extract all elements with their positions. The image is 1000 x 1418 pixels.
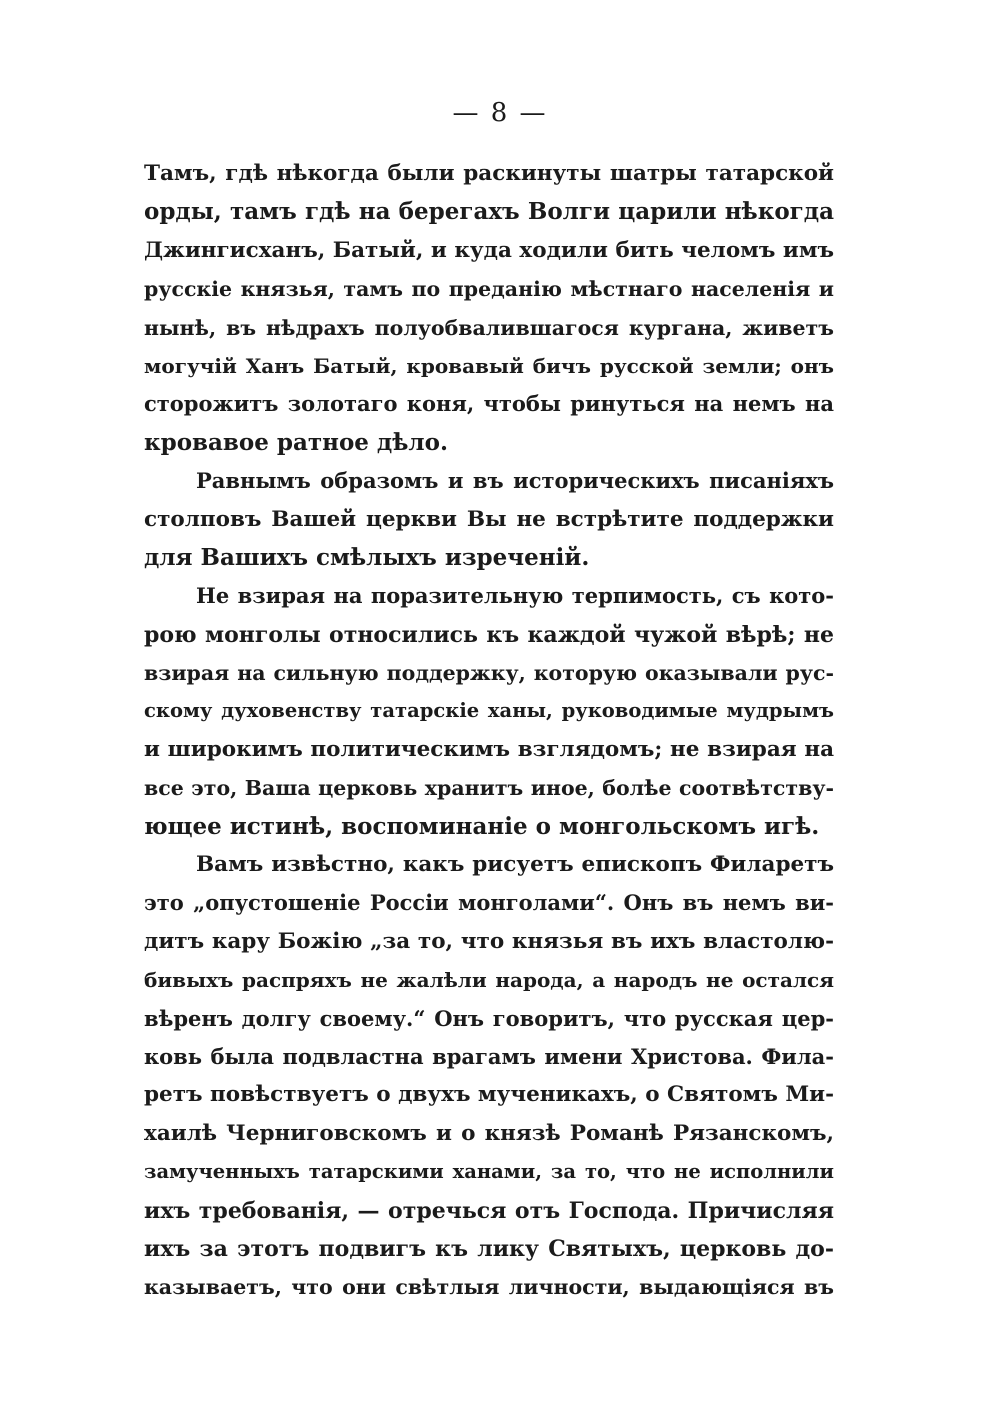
text-line: Джингисханъ, Батый, и куда ходили бить челомъ имъ: [144, 237, 834, 263]
text-line: столповъ Вашей церкви Вы не встрѣтите поддержки: [144, 506, 834, 532]
text-line: дитъ кару Божію „за то, что князья въ ихъ властолю-: [144, 928, 834, 954]
text-line: вѣренъ долгу своему.“ Онъ говоритъ, что русская цер-: [144, 1005, 834, 1031]
text-line: для Вашихъ смѣлыхъ изреченій.: [144, 543, 590, 571]
text-line: рою монголы относились къ каждой чужой вѣрѣ; не: [144, 621, 834, 648]
text-line: Вамъ извѣстно, какъ рисуетъ епископъ Филаретъ: [196, 852, 834, 878]
text-line: казываетъ, что они свѣтлыя личности, выдающіяся въ: [144, 1275, 834, 1300]
text-line: кровавое ратное дѣло.: [144, 428, 448, 456]
text-line: ретъ повѣствуетъ о двухъ мученикахъ, о Святомъ Ми-: [144, 1082, 834, 1108]
text-line: сторожитъ золотаго коня, чтобы ринуться на немъ на: [144, 391, 834, 417]
text-line: взирая на сильную поддержку, которую оказывали рус-: [144, 661, 834, 686]
text-line: и широкимъ политическимъ взглядомъ; не взирая на: [144, 736, 834, 762]
text-line: скому духовенству татарскіе ханы, руководимые мудрымъ: [144, 699, 834, 723]
text-line: Равнымъ образомъ и въ историческихъ писаніяхъ: [196, 468, 834, 494]
text-line: ковь была подвластна врагамъ имени Христова. Фила-: [144, 1043, 834, 1069]
body-text: [144, 155, 834, 1307]
page-number: — 8 —: [452, 98, 548, 128]
text-line: бивыхъ распряхъ не жалѣли народа, а народъ не остался: [144, 968, 834, 993]
text-line: замученныхъ татарскими ханами, за то, что не исполнили: [144, 1160, 834, 1184]
text-line: орды, тамъ гдѣ на берегахъ Волги царили нѣкогда: [144, 198, 834, 226]
text-line: все это, Ваша церковь хранитъ иное, болѣе соотвѣтству-: [144, 776, 834, 801]
text-line: ихъ требованія, — отречься отъ Господа. Причисляя: [144, 1197, 834, 1224]
text-line: Тамъ, гдѣ нѣкогда были раскинуты шатры татарской: [144, 161, 834, 186]
text-line: Не взирая на поразительную терпимость, съ кото-: [196, 583, 834, 609]
text-line: русскіе князья, тамъ по преданію мѣстнаго населенія и: [144, 277, 834, 302]
text-line: хаилѣ Черниговскомъ и о князѣ Романѣ Рязанскомъ,: [144, 1120, 834, 1146]
text-line: ихъ за этотъ подвигъ къ лику Святыхъ, церковь до-: [144, 1235, 834, 1262]
text-line: нынѣ, въ нѣдрахъ полуобвалившагося кургана, живетъ: [144, 315, 834, 340]
text-line: ющее истинѣ, воспоминаніе о монгольскомъ игѣ.: [144, 812, 820, 840]
text-line: это „опустошеніе Россіи монголами“. Онъ въ немъ ви-: [144, 890, 834, 916]
text-line: могучій Ханъ Батый, кровавый бичъ русской земли; онъ: [144, 353, 834, 378]
